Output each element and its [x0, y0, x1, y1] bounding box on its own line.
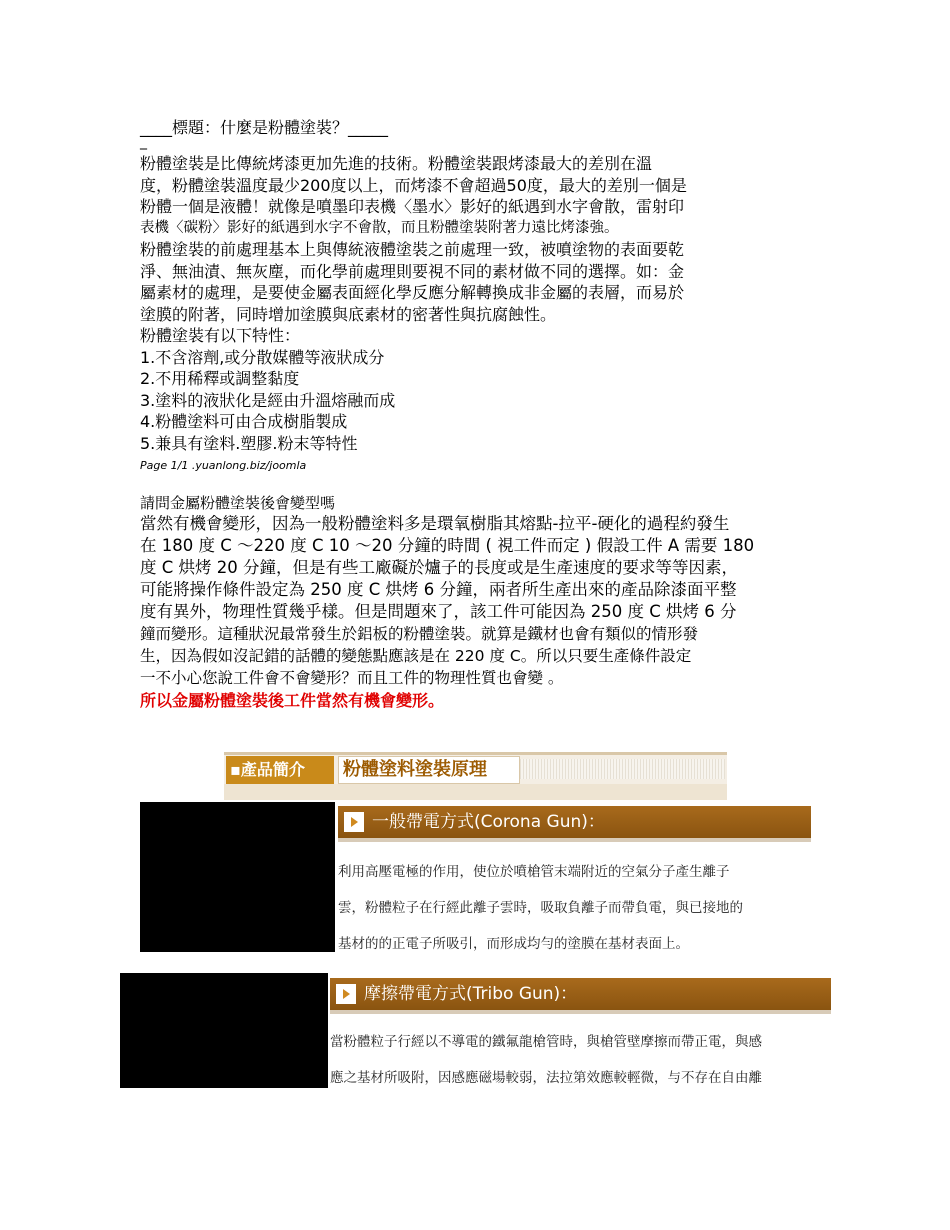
question-heading: 請問金屬粉體塗裝後會變型嗎: [140, 494, 336, 512]
arrow-right-icon: [344, 812, 364, 832]
intro-line: 度，粉體塗裝溫度最少200度以上，而烤漆不會超過50度，最大的差別一個是: [140, 175, 687, 195]
feature-item: 3.塗料的液狀化是經由升溫熔融而成: [140, 390, 396, 410]
answer-line: 度有異外，物理性質幾乎樣。但是問題來了，該工件可能因為 250 度 C 烘烤 6 分: [140, 602, 737, 621]
tribo-header: [330, 978, 831, 1010]
features-heading: 粉體塗裝有以下特性：: [140, 326, 301, 345]
feature-item: 2.不用稀釋或調整黏度: [140, 369, 300, 388]
answer-line: 可能將操作條件設定為 250 度 C 烘烤 6 分鐘，兩者所生產出來的產品除漆面平整: [140, 580, 737, 599]
corona-body: [338, 854, 811, 962]
intro-line: 粉體塗裝的前處理基本上與傳統液體塗裝之前處理一致，被噴塗物的表面要乾: [140, 240, 685, 259]
corona-line: 基材的的正電子所吸引，而形成均勻的塗膜在基材表面上。: [338, 936, 689, 952]
corona-line: 利用高壓電極的作用，使位於噴槍管末端附近的空氣分子產生離子: [338, 864, 730, 880]
answer-line: 在 180 度 C ～220 度 C 10 ～20 分鐘的時間 ( 視工件而定 ) 假設工件 A 需要 180: [140, 536, 755, 555]
arrow-right-icon: [336, 984, 356, 1004]
intro-line: 粉體一個是液體！就像是噴墨印表機〈墨水〉影好的紙遇到水字會散，雷射印: [140, 197, 685, 216]
answer-line: 生，因為假如沒記錯的話體的變態點應該是在 220 度 C。所以只要生產條件設定: [140, 647, 692, 665]
banner-bottom-strip: [224, 784, 727, 800]
intro-line: 塗膜的附著，同時增加塗膜與底素材的密著性與抗腐蝕性。: [140, 304, 557, 324]
feature-item: 4.粉體塗料可由合成樹脂製成: [140, 412, 348, 431]
banner-tab-label: ▪產品簡介: [226, 756, 334, 784]
conclusion-text: 所以金屬粉體塗裝後工件當然有機會變形。: [140, 691, 445, 710]
redacted-image: [120, 973, 328, 1088]
corona-section: [338, 806, 811, 842]
redacted-image: [140, 802, 335, 952]
feature-item: 5.兼具有塗料.塑膠.粉末等特性: [140, 433, 358, 453]
corona-header: [338, 806, 811, 838]
page-footer: Page 1/1 .yuanlong.biz/joomla: [140, 459, 307, 472]
tribo-header-label: 摩擦帶電方式(Tribo Gun)：: [364, 984, 578, 1004]
doc-underscore: _: [140, 134, 147, 150]
banner-stripe: [520, 759, 725, 779]
header-shadow: [338, 838, 811, 842]
header-shadow: [330, 1010, 831, 1014]
tribo-body: [330, 1024, 831, 1096]
answer-paragraph: [140, 513, 820, 689]
tribo-line: 應之基材所吸附，因感應磁場較弱，法拉第效應較輕微，与不存在自由離: [330, 1070, 762, 1086]
feature-item: 1.不含溶劑,或分散媒體等液狀成分: [140, 347, 385, 367]
intro-line: 淨、無油漬、無灰塵，而化學前處理則要視不同的素材做不同的選擇。如：金: [140, 261, 685, 281]
banner-top-line: [224, 752, 727, 755]
tribo-line: 當粉體粒子行經以不導電的鐵氟龍槍管時，與槍管壁摩擦而帶正電，與感: [330, 1034, 762, 1050]
answer-line: 鐘而變形。這種狀況最常發生於鋁板的粉體塗裝。就算是鐵材也會有類似的情形發: [140, 625, 699, 643]
banner-title: 粉體塗料塗裝原理: [338, 756, 520, 784]
answer-line: 一不小心您說工件會不會變形？而且工件的物理性質也會變 。: [140, 669, 564, 687]
tribo-section: [330, 978, 831, 1014]
corona-line: 雲，粉體粒子在行經此離子雲時，吸取負離子而帶負電，與已接地的: [338, 900, 743, 916]
doc-title: ____標題：什麼是粉體塗裝？_____: [140, 118, 389, 137]
answer-line: 度 C 烘烤 20 分鐘，但是有些工廠礙於爐子的長度或是生產速度的要求等等因素，: [140, 558, 738, 577]
intro-paragraph: [140, 153, 800, 454]
intro-line: 屬素材的處理，是要使金屬表面經化學反應分解轉換成非金屬的表層，而易於: [140, 283, 685, 302]
intro-line: 粉體塗裝是比傳統烤漆更加先進的技術。粉體塗裝跟烤漆最大的差別在溫: [140, 154, 653, 173]
intro-line: 表機〈碳粉〉影好的紙遇到水字不會散，而且粉體塗裝附著力遠比烤漆強。: [140, 219, 619, 236]
answer-line: 當然有機會變形，因為一般粉體塗料多是環氧樹脂其熔點-拉平-硬化的過程約發生: [140, 514, 730, 533]
corona-header-label: 一般帶電方式(Corona Gun)：: [372, 812, 605, 832]
